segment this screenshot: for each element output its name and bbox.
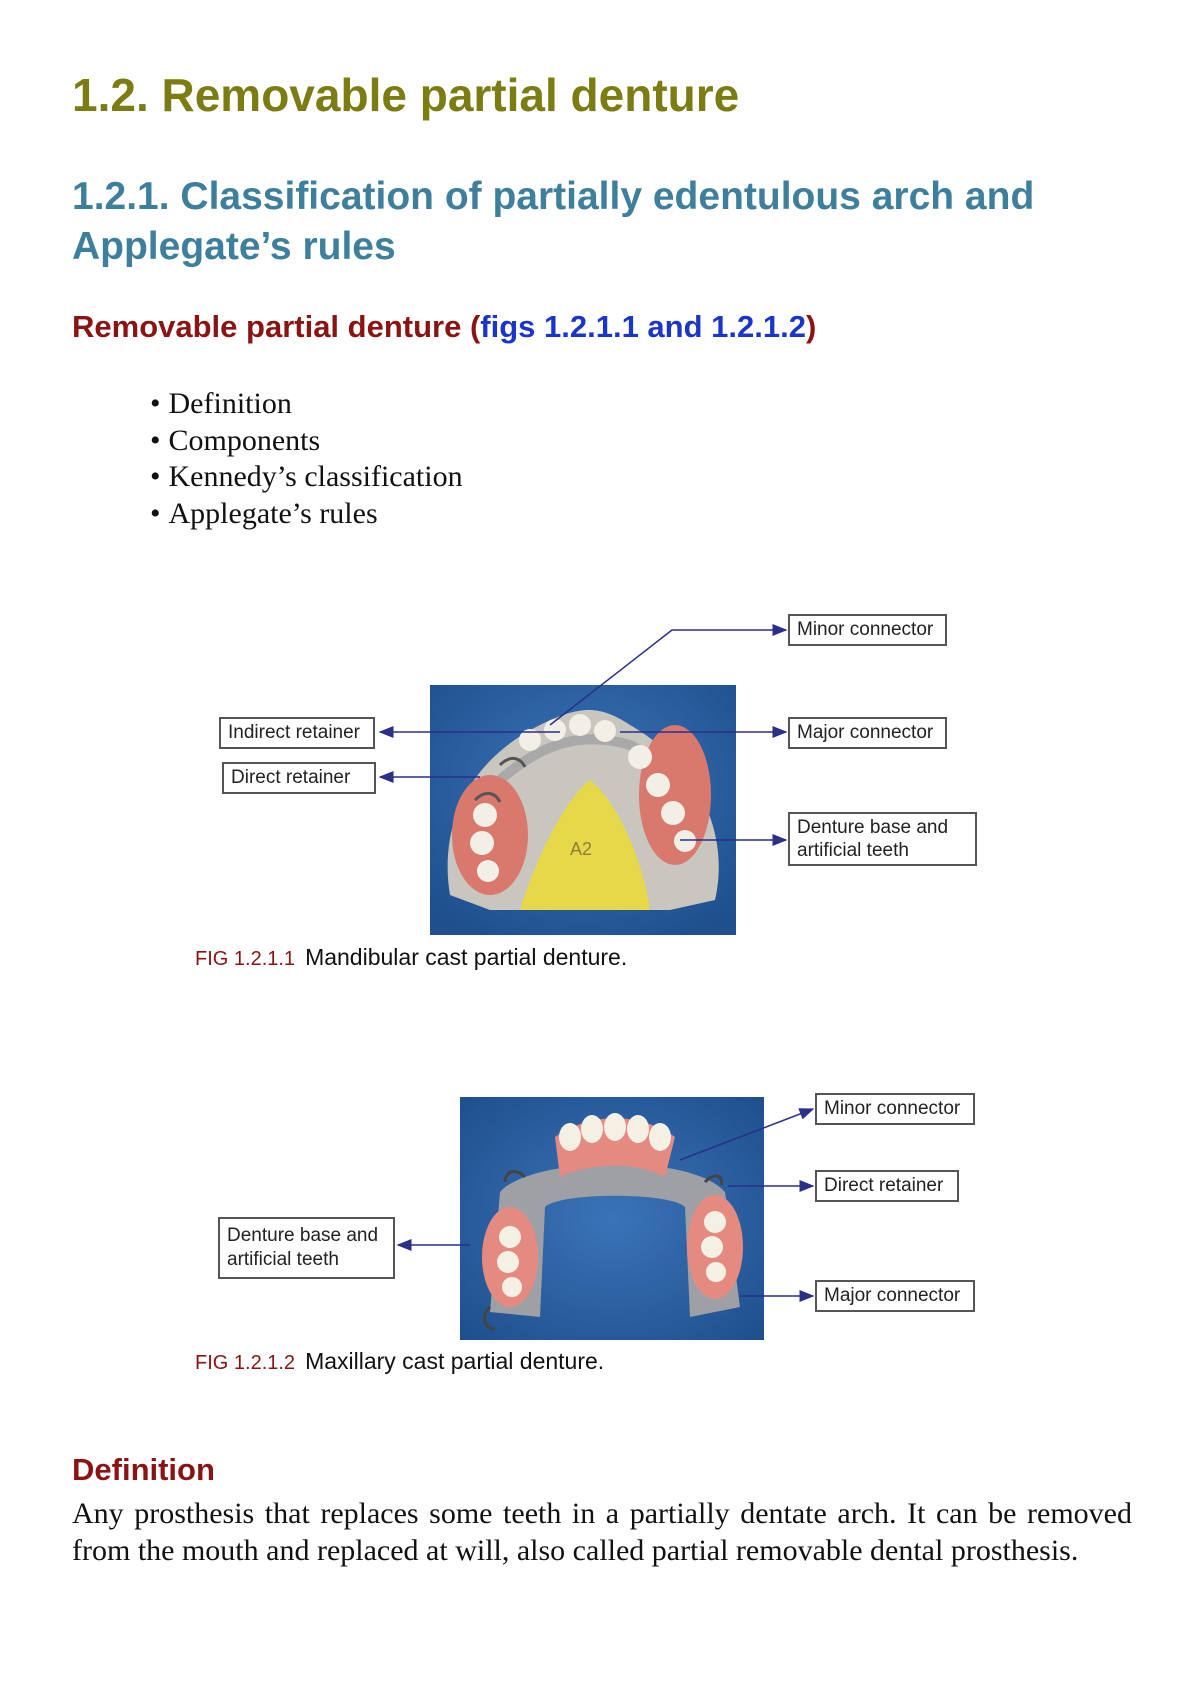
- leader-minor-connector-2: [680, 1109, 813, 1160]
- list-item: • Definition: [150, 386, 463, 423]
- section-heading: 1.2. Removable partial denture: [72, 69, 740, 121]
- figure-reference-2[interactable]: 1.2.1.2: [711, 309, 806, 344]
- label-text: Minor connector: [824, 1098, 961, 1119]
- label-text-line1: Denture base and: [797, 817, 949, 838]
- definition-heading: Definition: [72, 1452, 215, 1487]
- figure-reference-and: and: [638, 309, 712, 344]
- label-text: Major connector: [797, 722, 934, 743]
- label-text: Minor connector: [797, 619, 934, 640]
- figure2-number: FIG 1.2.1.2: [195, 1352, 296, 1374]
- figure1-caption-text: Mandibular cast partial denture.: [305, 944, 628, 970]
- figure1-number: FIG 1.2.1.1: [195, 948, 296, 970]
- subsection-heading: 1.2.1. Classification of partially edentulous arch and Applegate’s rules: [72, 175, 1035, 268]
- topic-heading-suffix: ): [805, 309, 817, 344]
- list-item: • Applegate’s rules: [150, 496, 463, 533]
- list-item: • Kennedy’s classification: [150, 459, 463, 496]
- label-text: Direct retainer: [231, 767, 351, 788]
- label-text: Major connector: [824, 1285, 961, 1306]
- topic-heading-prefix: Removable partial denture (: [72, 309, 481, 344]
- figure2-caption: [195, 1348, 604, 1375]
- figure2-caption-text: Maxillary cast partial denture.: [305, 1348, 605, 1374]
- label-text: Direct retainer: [824, 1175, 944, 1196]
- label-text: Indirect retainer: [228, 722, 361, 743]
- label-text-line2: artificial teeth: [797, 840, 909, 861]
- label-text-line2: artificial teeth: [227, 1249, 339, 1270]
- figure-reference-1[interactable]: figs 1.2.1.1: [480, 309, 639, 344]
- cast-marking: A2: [570, 839, 593, 859]
- label-text-line1: Denture base and: [227, 1225, 379, 1246]
- definition-text: Any prosthesis that replaces some teeth in a partially dentate arch. It can be removed from the mouth and replaced at will, also called partial removable dental prosthesis.: [72, 1497, 1132, 1567]
- list-item: • Components: [150, 423, 463, 460]
